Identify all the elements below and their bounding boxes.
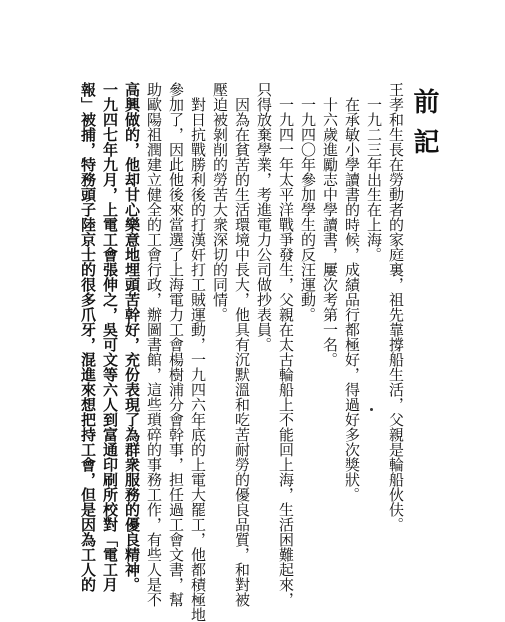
- body-text: [77, 82, 407, 622]
- text-column: 王孝和生長在勞動者的家庭裏，祖先靠撐船生活，父親是輪船伙伕。: [387, 82, 405, 532]
- text-column: 對日抗戰勝利後的打漢奸打工賊運動，一九四六年底的上電大罷工，他都積極地: [189, 97, 207, 622]
- text-column: 在承敏小學讀書的時候，成績品行都極好，得過好多次獎狀。: [343, 97, 361, 502]
- text-column: 報」被捕，特務頭子陸京士的很多爪牙，混進來想把持工會，但是因為工人的: [79, 82, 97, 592]
- text-column: 十六歲進勵志中學讀書，屢次考第一名。: [321, 97, 339, 367]
- text-column: 一九二三年出生在上海。: [365, 97, 383, 262]
- page-title: 前記: [409, 88, 439, 168]
- text-column: 只得放棄學業，考進電力公司做抄表員。: [255, 82, 273, 352]
- text-column: 因為在貧苦的生活環境中長大，他具有沉默溫和吃苦耐勞的優良品質，和對被: [233, 97, 251, 607]
- ink-speck: [370, 408, 373, 411]
- text-column: 一九四一年太平洋戰爭發生，父親在太古輪船上不能回上海，生活困難起來，: [277, 97, 295, 607]
- text-column: 壓迫被剝削的勞苦大衆深切的同情。: [211, 82, 229, 322]
- text-column: 一九四〇年參加學生的反汪運動。: [299, 97, 317, 322]
- text-column: 參加了，因此他後來當選了上海電力工會楊樹浦分會幹事，担任過工會文書，幫: [167, 82, 185, 607]
- text-column: 高興做的，他却甘心樂意地埋頭苦幹好，充份表現了為群衆服務的優良精神。: [123, 82, 141, 592]
- text-column: 助歐陽祖潤建立健全的工會行政，辦圖書館，這些瑣碎的事務工作，有些人是不: [145, 82, 163, 607]
- text-column: 一九四七年九月，上電工會張伸之，吳可文等六人到富通印刷所校對「電工月: [101, 82, 119, 592]
